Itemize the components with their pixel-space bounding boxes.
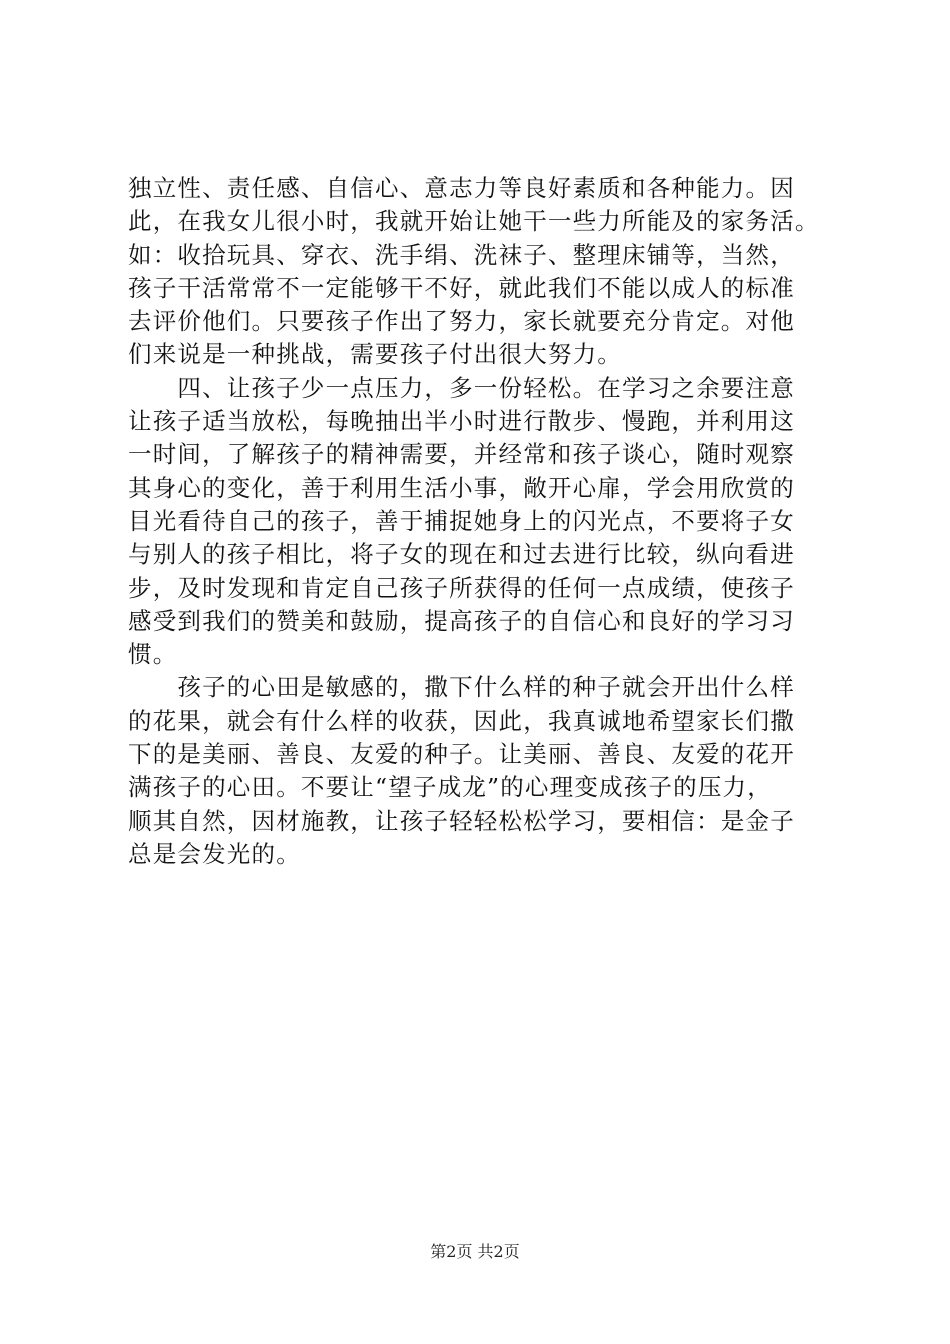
- text-line: 的花果，就会有什么样的收获，因此，我真诚地希望家长们撒: [128, 706, 795, 735]
- text-line: 目光看待自己的孩子，善于捕捉她身上的闪光点，不要将子女: [128, 506, 795, 535]
- text-line: 去评价他们。只要孩子作出了努力，家长就要充分肯定。对他: [128, 307, 795, 336]
- page-number-footer: 第2页 共2页: [430, 1242, 520, 1261]
- text-line: 四、让孩子少一点压力，多一份轻松。在学习之余要注意: [128, 373, 795, 402]
- text-line: 下的是美丽、善良、友爱的种子。让美丽、善良、友爱的花开: [128, 740, 795, 769]
- text-line: 如：收拾玩具、穿衣、洗手绢、洗袜子、整理床铺等，当然，: [128, 240, 795, 269]
- text-line: 感受到我们的赞美和鼓励，提高孩子的自信心和良好的学习习: [128, 606, 795, 635]
- text-line: 们来说是一种挑战，需要孩子付出很大努力。: [128, 340, 622, 369]
- text-line: 让孩子适当放松，每晚抽出半小时进行散步、慢跑，并利用这: [128, 407, 795, 436]
- text-line: 满孩子的心田。不要让“望子成龙”的心理变成孩子的压力，: [128, 773, 772, 802]
- text-line: 一时间，了解孩子的精神需要，并经常和孩子谈心，随时观察: [128, 440, 795, 469]
- text-line: 顺其自然，因材施教，让孩子轻轻松松学习，要相信：是金子: [128, 806, 795, 835]
- text-line: 孩子的心田是敏感的，撒下什么样的种子就会开出什么样: [128, 673, 795, 702]
- body-text: [128, 172, 848, 871]
- text-line: 步，及时发现和肯定自己孩子所获得的任何一点成绩，使孩子: [128, 573, 795, 602]
- text-line: 惯。: [128, 640, 178, 669]
- text-line: 孩子干活常常不一定能够干不好，就此我们不能以成人的标准: [128, 273, 795, 302]
- text-line: 总是会发光的。: [128, 839, 301, 868]
- text-line: 与别人的孩子相比，将子女的现在和过去进行比较，纵向看进: [128, 540, 795, 569]
- text-line: 独立性、责任感、自信心、意志力等良好素质和各种能力。因: [128, 174, 795, 202]
- text-line: 其身心的变化，善于利用生活小事，敞开心扉，学会用欣赏的: [128, 473, 795, 502]
- text-line: 此，在我女儿很小时，我就开始让她干一些力所能及的家务活。: [128, 207, 820, 236]
